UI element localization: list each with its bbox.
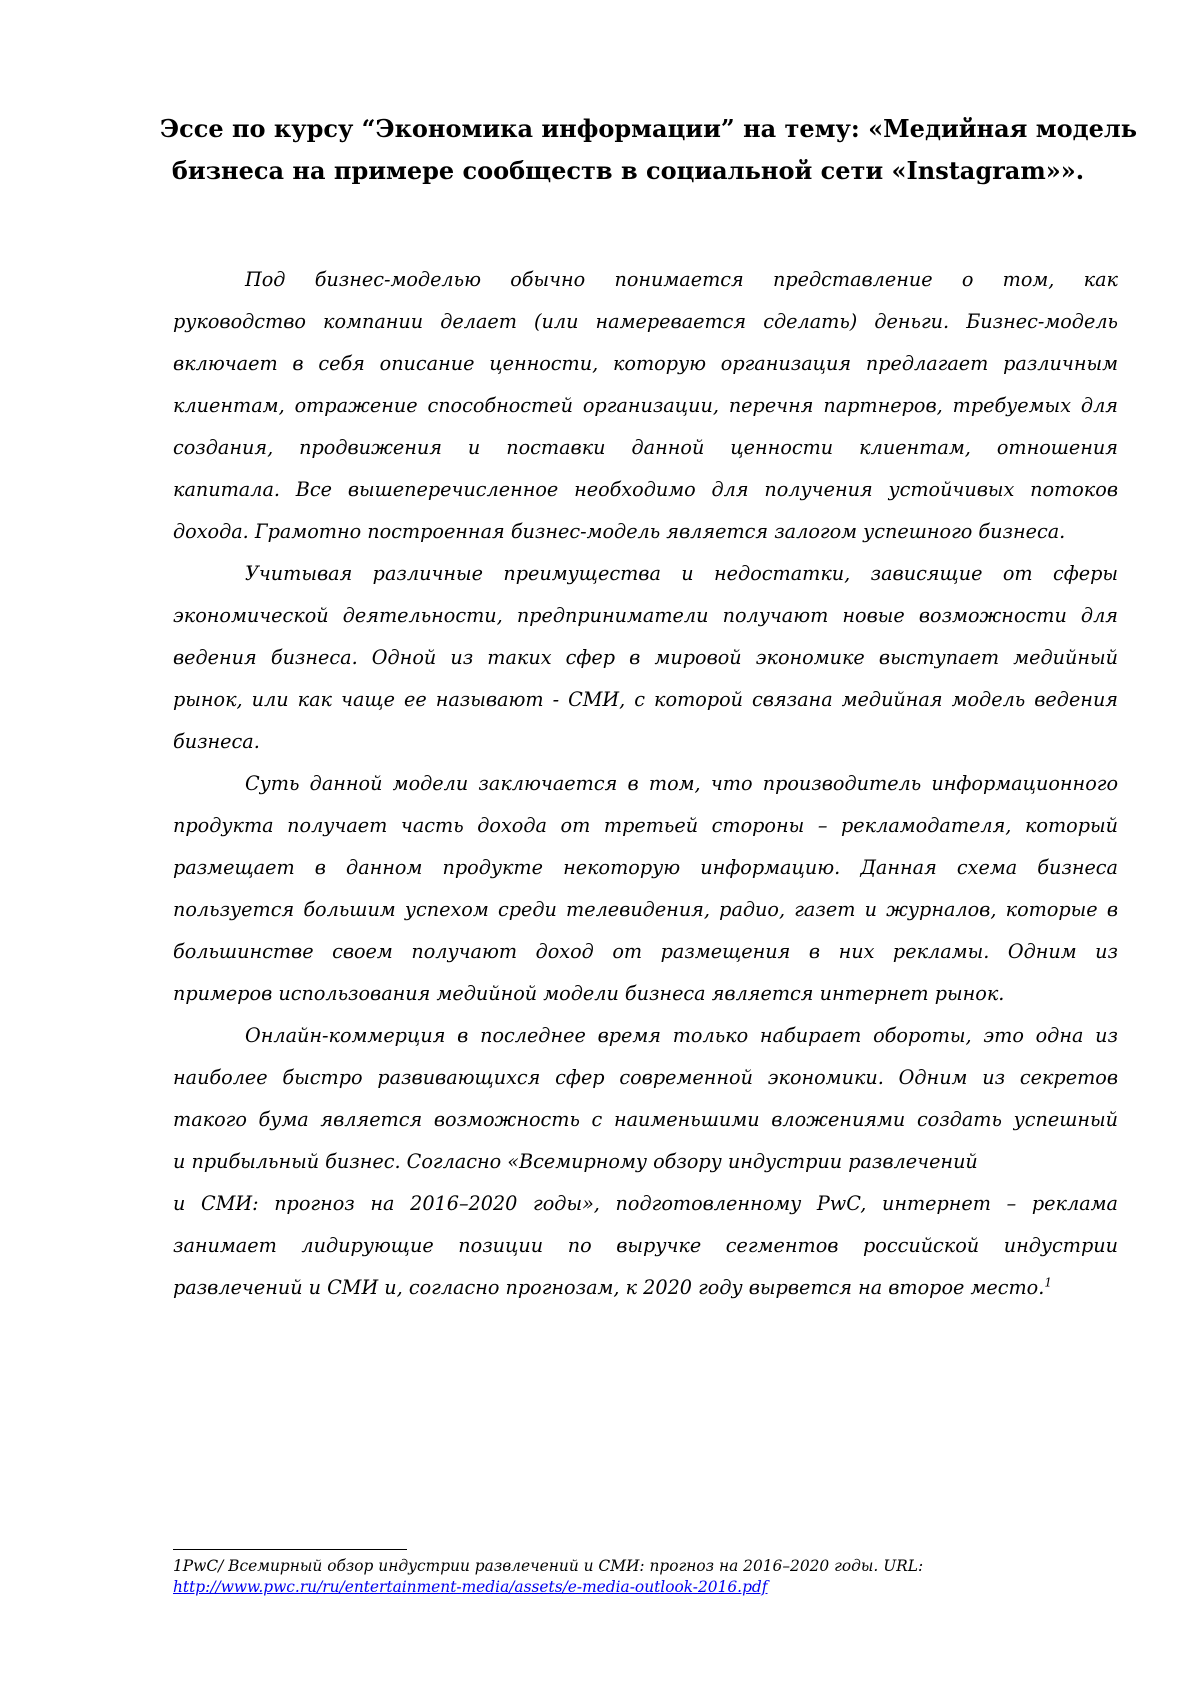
text-line: большинстве своем получают доход от размещения в них рекламы. Одним из [173, 940, 1118, 963]
text-line: Под бизнес-моделью обычно понимается представление о том, как [245, 268, 1118, 291]
text-line: рынок, или как чаще ее называют - СМИ, с которой связана медийная модель ведения [173, 688, 1118, 711]
text-line-with-footnote [173, 1267, 1118, 1309]
text-line: занимает лидирующие позиции по выручке сегментов российской индустрии [173, 1234, 1118, 1257]
title-line: бизнеса на примере сообществ в социальной сети «Instagram»». [171, 156, 1085, 185]
text-line: Суть данной модели заключается в том, что производитель информационного [245, 772, 1118, 795]
text-line: пользуется большим успехом среди телевидения, радио, газет и журналов, которые в [173, 898, 1118, 921]
title-line: Эссе по курсу “Экономика информации” на тему: «Медийная модель [160, 114, 1138, 143]
text-line: размещает в данном продукте некоторую информацию. Данная схема бизнеса [173, 856, 1118, 879]
text-line: руководство компании делает (или намеревается сделать) деньги. Бизнес-модель [173, 310, 1118, 333]
text-line: Онлайн-коммерция в последнее время только набирает обороты, это одна из [245, 1024, 1118, 1047]
text-line: ведения бизнеса. Одной из таких сфер в мировой экономике выступает медийный [173, 646, 1118, 669]
text-line: и СМИ: прогноз на 2016–2020 годы», подготовленному PwC, интернет – реклама [173, 1192, 1118, 1215]
text-line: бизнеса. [173, 730, 260, 753]
text-line: и прибыльный бизнес. Согласно «Всемирному обзору индустрии развлечений [173, 1150, 978, 1173]
text-line: включает в себя описание ценности, которую организация предлагает различным [173, 352, 1118, 375]
footnote-link[interactable]: http://www.pwc.ru/ru/entertainment-media/assets/e-media-outlook-2016.pdf [173, 1578, 768, 1596]
text-line: дохода. Грамотно построенная бизнес-модель является залогом успешного бизнеса. [173, 520, 1066, 543]
text-line: такого бума является возможность с наименьшими вложениями создать успешный [173, 1108, 1118, 1131]
text-line: продукта получает часть дохода от третьей стороны – рекламодателя, который [173, 814, 1118, 837]
text-line: клиентам, отражение способностей организации, перечня партнеров, требуемых для [173, 394, 1118, 417]
essay-title [160, 108, 1138, 192]
text-line-content: развлечений и СМИ и, согласно прогнозам, к 2020 году вырвется на второе место. [173, 1276, 1045, 1299]
footnote-text: 1PwC/ Всемирный обзор индустрии развлечений и СМИ: прогноз на 2016–2020 годы. URL: [173, 1557, 924, 1575]
essay-body [173, 259, 1118, 1309]
text-line: капитала. Все вышеперечисленное необходимо для получения устойчивых потоков [173, 478, 1118, 501]
text-line: экономической деятельности, предприниматели получают новые возможности для [173, 604, 1118, 627]
footnote [173, 1556, 1118, 1598]
footnote-separator [173, 1549, 407, 1550]
text-line: примеров использования медийной модели бизнеса является интернет рынок. [173, 982, 1005, 1005]
text-line: создания, продвижения и поставки данной ценности клиентам, отношения [173, 436, 1118, 459]
footnote-reference[interactable]: 1 [1044, 1275, 1052, 1290]
text-line: наиболее быстро развивающихся сфер современной экономики. Одним из секретов [173, 1066, 1118, 1089]
text-line: Учитывая различные преимущества и недостатки, зависящие от сферы [245, 562, 1118, 585]
